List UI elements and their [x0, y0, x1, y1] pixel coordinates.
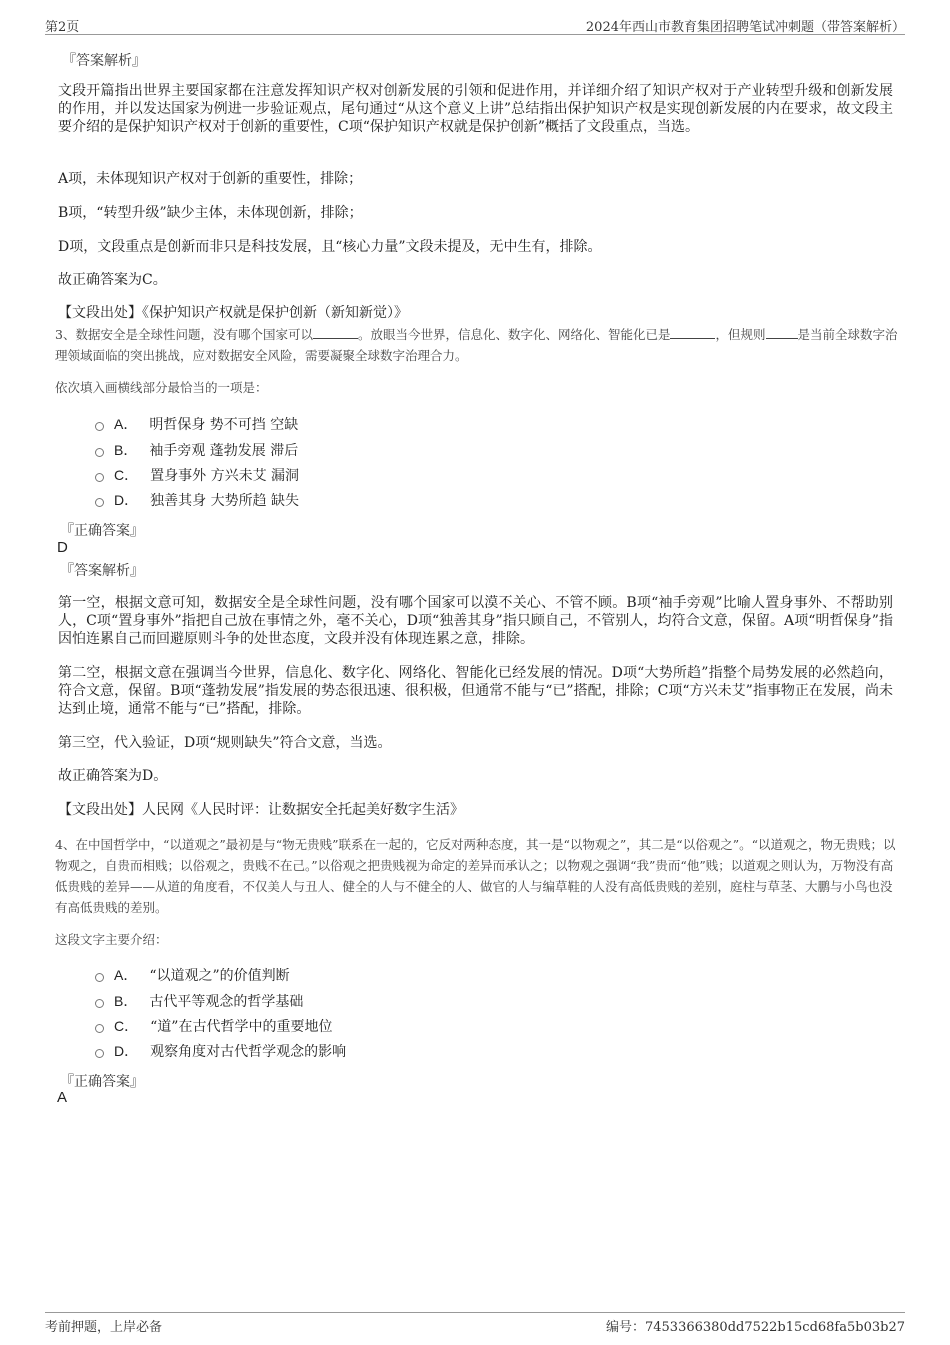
- q3-option-b[interactable]: B． 袖手旁观 蓬勃发展 滞后: [95, 440, 298, 460]
- footer-slogan: 考前押题，上岸必备: [45, 1320, 163, 1335]
- page-footer: [45, 1312, 905, 1337]
- radio-icon[interactable]: [95, 422, 104, 431]
- q2-conclusion: 故正确答案为C。: [58, 272, 167, 288]
- q3-blank-2: [670, 326, 715, 339]
- radio-icon[interactable]: [95, 973, 104, 982]
- q3-option-a[interactable]: A． 明哲保身 势不可挡 空缺: [95, 414, 298, 434]
- q4-answer-label: 『正确答案』: [60, 1074, 144, 1090]
- q2-analysis-label: 『答案解析』: [62, 53, 146, 69]
- document-title: 2024年西山市教育集团招聘笔试冲刺题（带答案解析）: [585, 20, 905, 35]
- q3-option-d[interactable]: D． 独善其身 大势所趋 缺失: [95, 490, 299, 510]
- page-header: [45, 14, 905, 35]
- radio-icon[interactable]: [95, 1049, 104, 1058]
- q4-option-b[interactable]: B． 古代平等观念的哲学基础: [95, 991, 303, 1011]
- radio-icon[interactable]: [95, 448, 104, 457]
- q3-blank-3: [766, 326, 798, 339]
- page-number: 第2页: [45, 20, 80, 35]
- q4-prompt: 这段文字主要介绍：: [55, 932, 168, 947]
- q4-answer: A: [57, 1089, 68, 1106]
- q3-answer-label: 『正确答案』: [60, 523, 144, 539]
- q4-stem: 4、在中国哲学中，“以道观之”最初是与“物无贵贱”联系在一起的，它反对两种态度，其一是“以物观之”，其二是“以俗观之”。“以道观之，物无贵贱；以物观之，自贵而相贱；以俗观之，贵贱不在己。”以俗观之把贵贱视为命定的差异而承认之；以物观之强调“我”贵而“他”贱；以道观之则认为，万物没有高低贵贱的差异——从道的角度看，不仅美人与丑人、健全的人与不健全的人、做官的人与编草鞋的人没有高低贵贱的差别，庭柱与草茎、大鹏与小鸟也没有高低贵贱的差别。: [55, 837, 896, 915]
- q4-option-d[interactable]: D． 观察角度对古代哲学观念的影响: [95, 1041, 346, 1061]
- q2-analysis-paragraph: 文段开篇指出世界主要国家都在注意发挥知识产权对创新发展的引领和促进作用，并详细介绍了知识产权对于产业转型升级和创新发展的作用，并以发达国家为例进一步验证观点，尾句通过“从这个意义上讲”总结指出保护知识产权是实现创新发展的内在要求，故文段主要介绍的是保护知识产权对于创新的重要性，C项“保护知识产权就是保护创新”概括了文段重点，当选。: [58, 83, 893, 135]
- q3-source: 【文段出处】人民网《人民时评：让数据安全托起美好数字生活》: [58, 802, 464, 818]
- document-code: 编号：7453366380dd7522b15cd68fa5b03b27: [605, 1320, 905, 1335]
- radio-icon[interactable]: [95, 999, 104, 1008]
- q3-conclusion: 故正确答案为D。: [58, 768, 168, 784]
- q2-option-a-analysis: A项，未体现知识产权对于创新的重要性，排除；: [58, 171, 363, 187]
- q4-option-a[interactable]: A． “以道观之”的价值判断: [95, 965, 290, 985]
- radio-icon[interactable]: [95, 1024, 104, 1033]
- q4-option-c[interactable]: C． “道”在古代哲学中的重要地位: [95, 1016, 332, 1036]
- q3-analysis-blank-2: 第二空，根据文意在强调当今世界，信息化、数字化、网络化、智能化已经发展的情况。D项“大势所趋”指整个局势发展的必然趋向，符合文意，保留。B项“蓬勃发展”指发展的势态很迅速、很积极，但通常不能与“已”搭配，排除；C项“方兴未艾”指事物正在发展，尚未达到止境，通常不能与“已”搭配，排除。: [58, 665, 893, 717]
- radio-icon[interactable]: [95, 498, 104, 507]
- q3-analysis-blank-3: 第三空，代入验证，D项“规则缺失”符合文意，当选。: [58, 735, 392, 751]
- q3-option-c[interactable]: C． 置身事外 方兴未艾 漏洞: [95, 465, 299, 485]
- q2-option-d-analysis: D项，文段重点是创新而非只是科技发展，且“核心力量”文段未提及，无中生有，排除。: [58, 239, 602, 255]
- q3-analysis-label: 『答案解析』: [60, 563, 144, 579]
- radio-icon[interactable]: [95, 473, 104, 482]
- q3-stem: 3、数据安全是全球性问题，没有哪个国家可以 。放眼当今世界，信息化、数字化、网络化、智能化已是 ，但规则 是当前全球数字治理领域面临的突出挑战，应对数据安全风险，需要凝聚全球数字治理合力。: [55, 327, 898, 363]
- q3-prompt: 依次填入画横线部分最恰当的一项是：: [55, 380, 268, 395]
- q2-source: 【文段出处】《保护知识产权就是保护创新（新知新觉）》: [58, 305, 408, 321]
- q3-blank-1: [313, 326, 358, 339]
- q2-option-b-analysis: B项，“转型升级”缺少主体，未体现创新，排除；: [58, 205, 363, 221]
- q3-analysis-blank-1: 第一空，根据文意可知，数据安全是全球性问题，没有哪个国家可以漠不关心、不管不顾。B项“袖手旁观”比喻人置身事外、不帮助别人，C项“置身事外”指把自己放在事情之外，毫不关心，D项“独善其身”指只顾自己，不管别人，均符合文意，保留。A项“明哲保身”指因怕连累自己而回避原则斗争的处世态度，文段并没有体现连累之意，排除。: [58, 595, 893, 647]
- q3-answer: D: [57, 539, 68, 556]
